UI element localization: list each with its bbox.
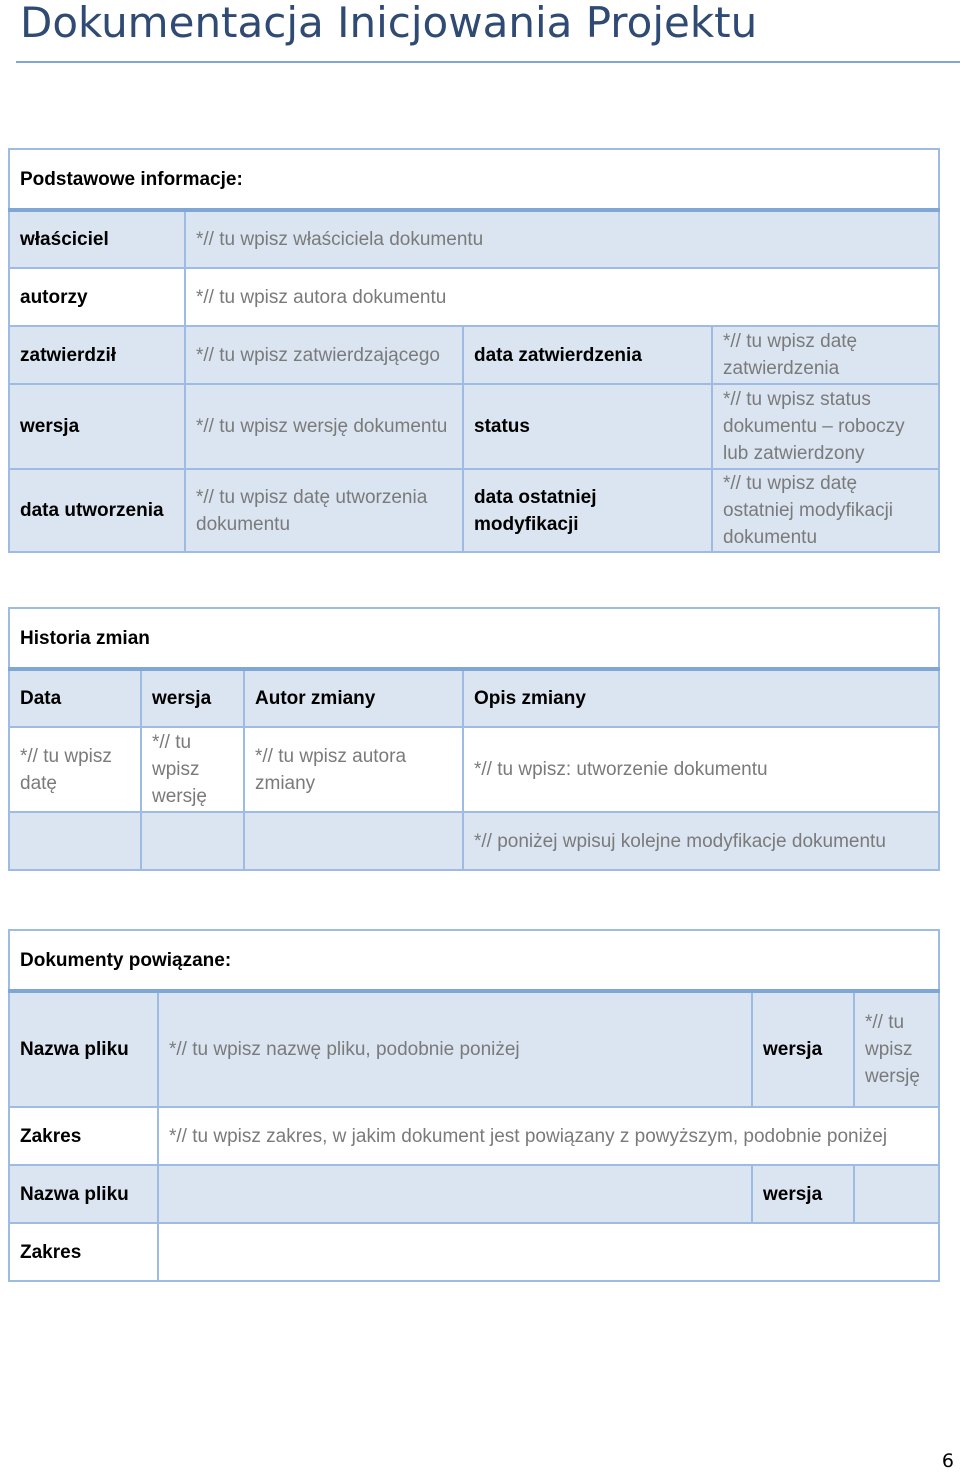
history-col-description: Opis zmiany [463, 669, 939, 727]
file-version-label: wersja [752, 991, 854, 1107]
history-date-cell[interactable] [9, 812, 141, 870]
history-col-date: Data [9, 669, 141, 727]
created-date-field[interactable]: *// tu wpisz datę utworzenia dokumentu [185, 469, 463, 552]
history-col-author: Autor zmiany [244, 669, 463, 727]
change-history-table [8, 607, 940, 871]
history-version-cell[interactable] [141, 812, 244, 870]
file-version-label-2: wersja [752, 1165, 854, 1223]
status-field[interactable]: *// tu wpisz status dokumentu – roboczy lub zatwierdzony [712, 384, 939, 469]
modified-date-field[interactable]: *// tu wpisz datę ostatniej modyfikacji dokumentu [712, 469, 939, 552]
table-row [9, 727, 939, 812]
approval-date-field[interactable]: *// tu wpisz datę zatwierdzenia [712, 326, 939, 384]
file-version-field[interactable]: *// tu wpisz wersję [854, 991, 939, 1107]
title-divider [16, 61, 960, 63]
related-header: Dokumenty powiązane: [9, 930, 939, 991]
approval-date-label: data zatwierdzenia [463, 326, 712, 384]
owner-label: właściciel [9, 210, 185, 268]
scope-field[interactable]: *// tu wpisz zakres, w jakim dokument jest powiązany z powyższym, podobnie poniżej [158, 1107, 939, 1165]
version-label: wersja [9, 384, 185, 469]
history-date-cell[interactable]: *// tu wpisz datę [9, 727, 141, 812]
modified-date-label: data ostatniej modyfikacji [463, 469, 712, 552]
approved-by-label: zatwierdził [9, 326, 185, 384]
basic-info-table [8, 148, 940, 553]
file-version-field-2[interactable] [854, 1165, 939, 1223]
file-name-field-2[interactable] [158, 1165, 752, 1223]
status-label: status [463, 384, 712, 469]
file-name-label-2: Nazwa pliku [9, 1165, 158, 1223]
history-author-cell[interactable] [244, 812, 463, 870]
owner-field[interactable]: *// tu wpisz właściciela dokumentu [185, 210, 939, 268]
authors-label: autorzy [9, 268, 185, 326]
table-row [9, 812, 939, 870]
approved-by-field[interactable]: *// tu wpisz zatwierdzającego [185, 326, 463, 384]
file-name-field[interactable]: *// tu wpisz nazwę pliku, podobnie poniżej [158, 991, 752, 1107]
version-field[interactable]: *// tu wpisz wersję dokumentu [185, 384, 463, 469]
authors-field[interactable]: *// tu wpisz autora dokumentu [185, 268, 939, 326]
scope-label-2: Zakres [9, 1223, 158, 1281]
history-author-cell[interactable]: *// tu wpisz autora zmiany [244, 727, 463, 812]
page-title: Dokumentacja Inicjowania Projektu [20, 0, 758, 47]
history-header: Historia zmian [9, 608, 939, 669]
history-col-version: wersja [141, 669, 244, 727]
page-number: 6 [941, 1450, 954, 1472]
basic-info-header: Podstawowe informacje: [9, 149, 939, 210]
history-version-cell[interactable]: *// tu wpisz wersję [141, 727, 244, 812]
history-description-cell[interactable]: *// tu wpisz: utworzenie dokumentu [463, 727, 939, 812]
created-date-label: data utworzenia [9, 469, 185, 552]
history-description-cell[interactable]: *// poniżej wpisuj kolejne modyfikacje dokumentu [463, 812, 939, 870]
file-name-label: Nazwa pliku [9, 991, 158, 1107]
related-documents-table [8, 929, 940, 1282]
scope-field-2[interactable] [158, 1223, 939, 1281]
scope-label: Zakres [9, 1107, 158, 1165]
